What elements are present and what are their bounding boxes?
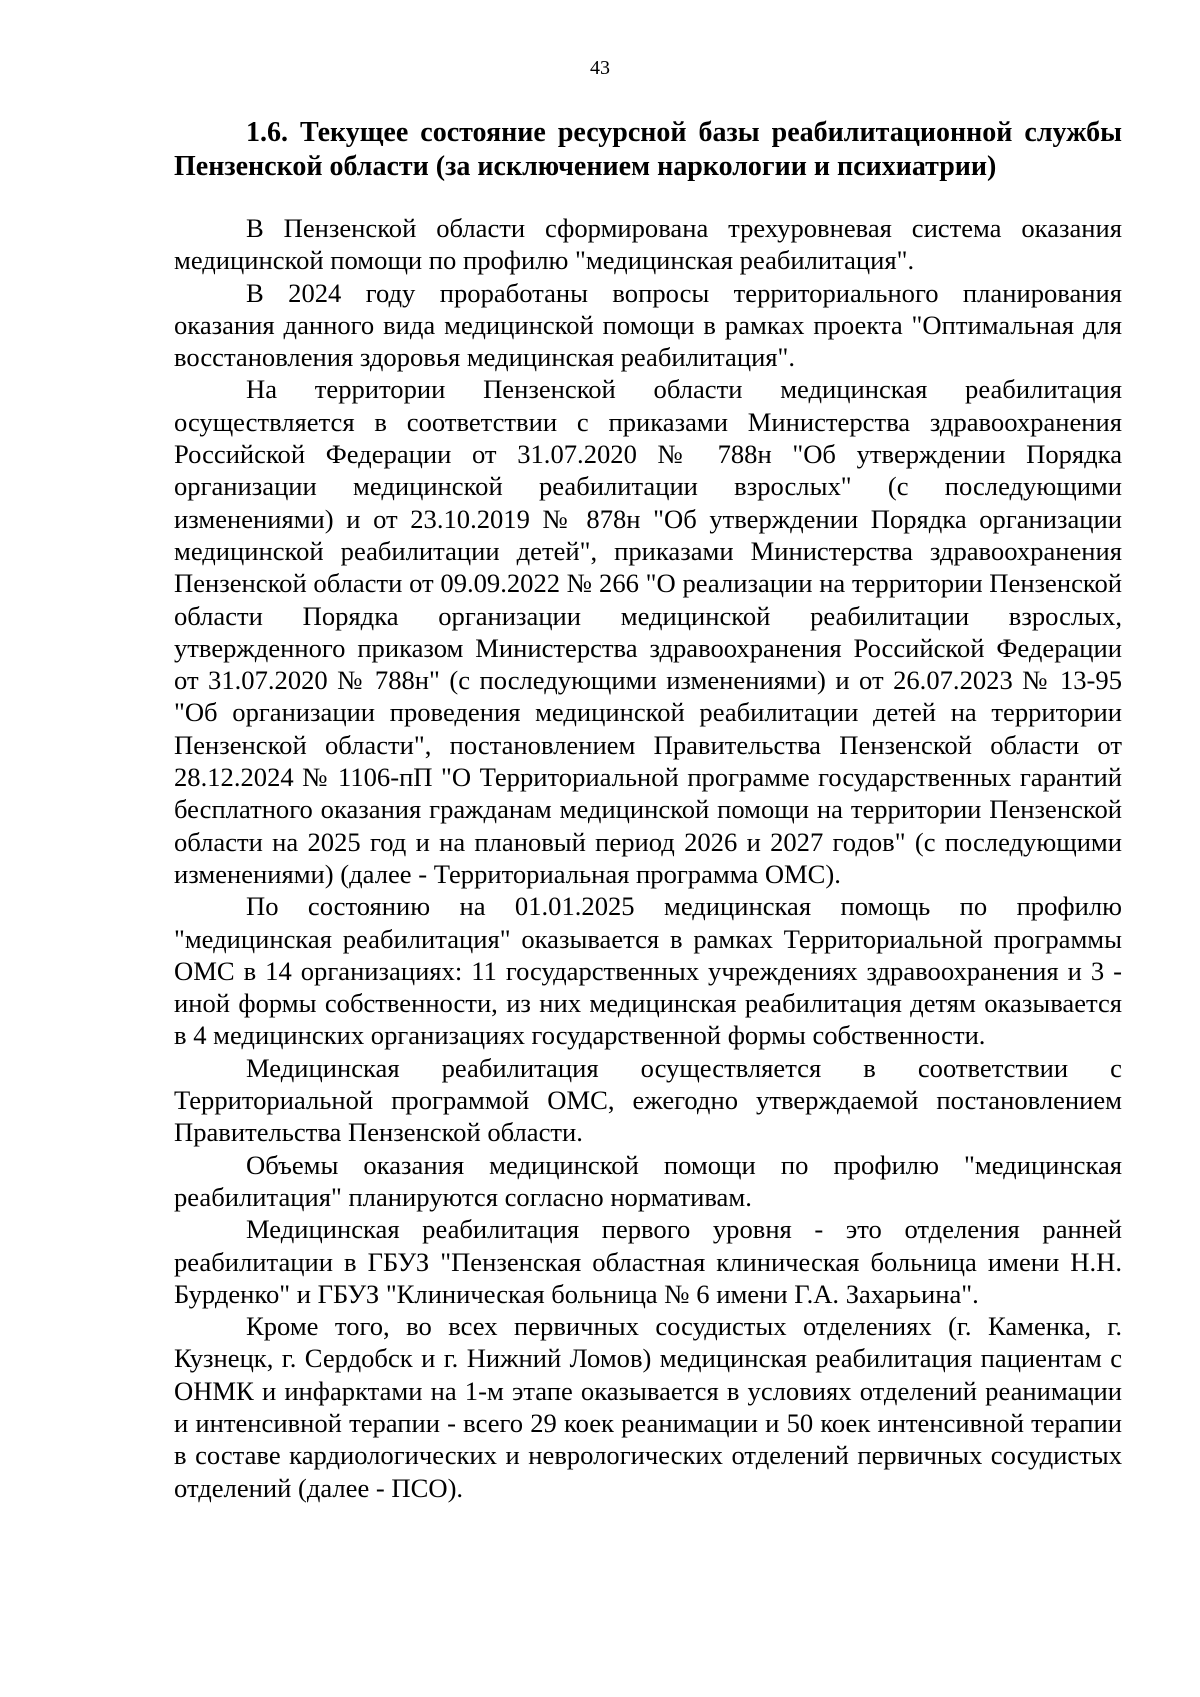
paragraph: Медицинская реабилитация осуществляется в соответствии с Территориальной программой ОМС, ежегодно утверждаемой постановлением Правительства Пензенской области. [174,1052,1122,1148]
paragraph: Объемы оказания медицинской помощи по профилю "медицинская реабилитация" планируются согласно нормативам. [174,1149,1122,1212]
paragraph: На территории Пензенской области медицинская реабилитация осуществляется в соответствии с приказами Министерства здравоохранения Российской Федерации от 31.07.2020 № 788н "Об утверждении Порядка организации медицинской реабилитации взрослых" (с последующими изменениями) и от 23.10.2019 № 878н "Об утверждении Порядка организации медицинской реабилитации детей", приказами Министерства здравоохранения Пензенской области от 09.09.2022 № 266 "О реализации на территории Пензенской области Порядка организации медицинской реабилитации взрослых, утвержденного приказом Министерства здравоохранения Российской Федерации от 31.07.2020 № 788н" (с последующими изменениями) и от 26.07.2023 № 13-95 "Об организации проведения медицинской реабилитации детей на территории Пензенской области", постановлением Правительства Пензенской области от 28.12.2024 № 1106-пП "О Территориальной программе государственных гарантий бесплатного оказания гражданам медицинской помощи на территории Пензенской области на 2025 год и на плановый период 2026 и 2027 годов" (с последующими изменениями) (далее - Территориальная программа ОМС). [174,374,1122,889]
page-number: 43 [590,57,610,79]
paragraph: Кроме того, во всех первичных сосудистых отделениях (г. Каменка, г. Кузнецк, г. Сердобск и г. Нижний Ломов) медицинская реабилитация пациентам с ОНМК и инфарктами на 1-м этапе оказывается в условиях отделений реанимации и интенсивной терапии - всего 29 коек реанимации и 50 коек интенсивной терапии в составе кардиологических и неврологических отделений первичных сосудистых отделений (далее - ПСО). [174,1311,1122,1503]
paragraph: В Пензенской области сформирована трехуровневая система оказания медицинской помощи по профилю "медицинская реабилитация". [174,213,1122,276]
paragraph: Медицинская реабилитация первого уровня - это отделения ранней реабилитации в ГБУЗ "Пензенская областная клиническая больница имени Н.Н. Бурденко" и ГБУЗ "Клиническая больница № 6 имени Г.А. Захарьина". [174,1214,1122,1309]
section-heading: 1.6. Текущее состояние ресурсной базы реабилитационной службы Пензенской области (за исключением наркологии и психиатрии) [174,117,1122,182]
paragraph: По состоянию на 01.01.2025 медицинская помощь по профилю "медицинская реабилитация" оказывается в рамках Территориальной программы ОМС в 14 организациях: 11 государственных учреждениях здравоохранения и 3 - иной формы собственности, из них медицинская реабилитация детям оказывается в 4 медицинских организациях государственной формы собственности. [174,891,1122,1051]
document-body [174,212,1122,1504]
paragraph: В 2024 году проработаны вопросы территориального планирования оказания данного вида медицинской помощи в рамках проекта "Оптимальная для восстановления здоровья медицинская реабилитация". [174,277,1122,373]
